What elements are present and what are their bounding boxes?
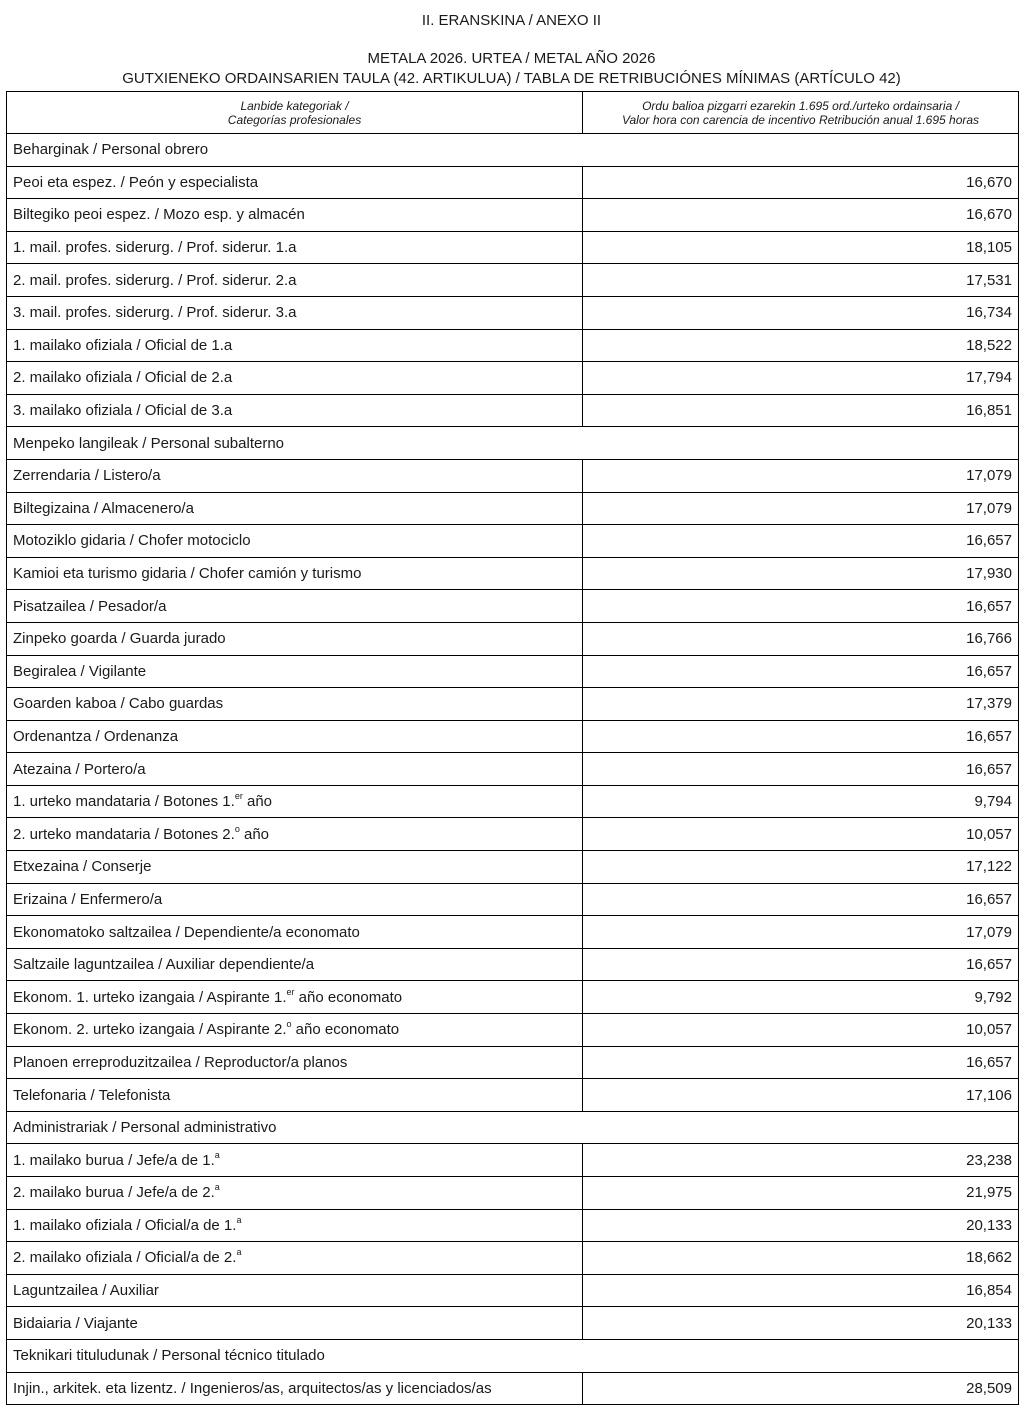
category-cell bbox=[7, 459, 583, 492]
section-label: Administrariak / Personal administrativo bbox=[7, 1111, 1019, 1144]
hourly-value-cell: 16,734 bbox=[583, 296, 1019, 329]
hourly-value-cell: 18,105 bbox=[583, 231, 1019, 264]
hourly-value-cell: 21,975 bbox=[583, 1177, 1019, 1210]
category-label: 1. mail. profes. siderurg. / Prof. siderur. 1.a bbox=[13, 239, 297, 257]
hourly-value-cell: 16,657 bbox=[583, 655, 1019, 688]
category-label: Ekonomatoko saltzailea / Dependiente/a economato bbox=[13, 923, 360, 941]
annex-heading: II. ERANSKINA / ANEXO II bbox=[421, 12, 602, 29]
table-row bbox=[7, 1372, 1019, 1405]
value-column-header bbox=[583, 92, 1019, 134]
table-row bbox=[7, 362, 1019, 395]
category-cell bbox=[7, 394, 583, 427]
category-label: Ekonom. 2. urteko izangaia / Aspirante 2. bbox=[13, 1021, 287, 1039]
category-cell bbox=[7, 622, 583, 655]
category-label: Erizaina / Enfermero/a bbox=[13, 890, 163, 908]
category-label: Zerrendaria / Listero/a bbox=[13, 467, 161, 485]
hourly-value-cell: 18,522 bbox=[583, 329, 1019, 362]
hourly-value-cell: 16,657 bbox=[583, 720, 1019, 753]
hourly-value-cell: 17,079 bbox=[583, 916, 1019, 949]
category-cell bbox=[7, 688, 583, 721]
hourly-value-cell: 16,766 bbox=[583, 622, 1019, 655]
category-cell bbox=[7, 1209, 583, 1242]
table-row bbox=[7, 883, 1019, 916]
table-row bbox=[7, 1046, 1019, 1079]
category-cell bbox=[7, 296, 583, 329]
category-cell bbox=[7, 981, 583, 1014]
ordinal-superscript: a bbox=[214, 1149, 220, 1160]
table-row bbox=[7, 851, 1019, 884]
hourly-value-cell: 23,238 bbox=[583, 1144, 1019, 1177]
table-row bbox=[7, 916, 1019, 949]
table-body bbox=[7, 134, 1019, 1405]
category-label: 1. urteko mandataria / Botones 1. bbox=[13, 793, 235, 811]
hourly-value-cell: 28,509 bbox=[583, 1372, 1019, 1405]
hourly-value-cell: 17,079 bbox=[583, 492, 1019, 525]
category-label: Saltzaile laguntzailea / Auxiliar dependiente/a bbox=[13, 956, 315, 974]
category-label: 1. mailako burua / Jefe/a de 1. bbox=[13, 1151, 215, 1169]
hourly-value-cell: 9,792 bbox=[583, 981, 1019, 1014]
table-row bbox=[7, 590, 1019, 623]
category-header-line1: Lanbide kategoriak / bbox=[240, 98, 349, 113]
ordinal-superscript: o bbox=[234, 823, 240, 834]
table-row bbox=[7, 264, 1019, 297]
category-cell bbox=[7, 166, 583, 199]
table-row bbox=[7, 1144, 1019, 1177]
hourly-value-cell: 17,079 bbox=[583, 459, 1019, 492]
category-label: Pisatzailea / Pesador/a bbox=[13, 597, 167, 615]
section-row bbox=[7, 427, 1019, 460]
document-title: METALA 2026. URTEA / METAL AÑO 2026 bbox=[367, 50, 656, 67]
category-cell bbox=[7, 655, 583, 688]
category-label: 1. mailako ofiziala / Oficial/a de 1. bbox=[13, 1216, 237, 1234]
hourly-value-cell: 16,670 bbox=[583, 199, 1019, 232]
category-label: 2. mail. profes. siderurg. / Prof. siderur. 2.a bbox=[13, 271, 297, 289]
category-cell bbox=[7, 720, 583, 753]
retribution-table bbox=[6, 91, 1019, 1405]
hourly-value-cell: 18,662 bbox=[583, 1242, 1019, 1275]
hourly-value-cell: 16,657 bbox=[583, 1046, 1019, 1079]
table-row bbox=[7, 199, 1019, 232]
category-label: 2. mailako ofiziala / Oficial/a de 2. bbox=[13, 1249, 237, 1267]
table-row bbox=[7, 1307, 1019, 1340]
category-label-suffix: año economato bbox=[294, 988, 403, 1006]
category-label: Goarden kaboa / Cabo guardas bbox=[13, 695, 224, 713]
hourly-value-cell: 17,794 bbox=[583, 362, 1019, 395]
category-cell bbox=[7, 1177, 583, 1210]
hourly-value-cell: 16,657 bbox=[583, 753, 1019, 786]
category-cell bbox=[7, 557, 583, 590]
table-row bbox=[7, 329, 1019, 362]
category-label: Motoziklo gidaria / Chofer motociclo bbox=[13, 532, 251, 550]
category-cell bbox=[7, 199, 583, 232]
hourly-value-cell: 17,122 bbox=[583, 851, 1019, 884]
category-cell bbox=[7, 362, 583, 395]
category-label: Ekonom. 1. urteko izangaia / Aspirante 1. bbox=[13, 988, 287, 1006]
hourly-value-cell: 16,670 bbox=[583, 166, 1019, 199]
category-cell bbox=[7, 785, 583, 818]
hourly-value-cell: 16,657 bbox=[583, 948, 1019, 981]
table-header-row bbox=[7, 92, 1019, 134]
category-cell bbox=[7, 1079, 583, 1112]
section-row bbox=[7, 1339, 1019, 1372]
category-label: Telefonaria / Telefonista bbox=[13, 1086, 171, 1104]
category-cell bbox=[7, 525, 583, 558]
table-row bbox=[7, 231, 1019, 264]
hourly-value-cell: 10,057 bbox=[583, 818, 1019, 851]
category-label: Injin., arkitek. eta lizentz. / Ingenieros/as, arquitectos/as y licenciados/as bbox=[13, 1379, 492, 1397]
category-label: Bidaiaria / Viajante bbox=[13, 1314, 138, 1332]
category-label-suffix: año bbox=[239, 825, 270, 843]
hourly-value-cell: 17,379 bbox=[583, 688, 1019, 721]
category-label: 3. mail. profes. siderurg. / Prof. siderur. 3.a bbox=[13, 304, 297, 322]
category-label: 3. mailako ofiziala / Oficial de 3.a bbox=[13, 402, 233, 420]
category-label: Begiralea / Vigilante bbox=[13, 662, 147, 680]
category-label: Atezaina / Portero/a bbox=[13, 760, 146, 778]
category-label-suffix: año bbox=[242, 793, 273, 811]
table-row bbox=[7, 166, 1019, 199]
hourly-value-cell: 16,657 bbox=[583, 590, 1019, 623]
table-row bbox=[7, 1014, 1019, 1047]
table-row bbox=[7, 655, 1019, 688]
table-row bbox=[7, 818, 1019, 851]
ordinal-superscript: er bbox=[234, 791, 243, 802]
category-column-header bbox=[7, 92, 583, 134]
hourly-value-cell: 10,057 bbox=[583, 1014, 1019, 1047]
hourly-value-cell: 9,794 bbox=[583, 785, 1019, 818]
section-label: Menpeko langileak / Personal subalterno bbox=[7, 427, 1019, 460]
category-label: 2. mailako burua / Jefe/a de 2. bbox=[13, 1184, 215, 1202]
table-row bbox=[7, 557, 1019, 590]
document-subtitle: GUTXIENEKO ORDAINSARIEN TAULA (42. ARTIKULUA) / TABLA DE RETRIBUCIÓNES MÍNIMAS (ARTÍCULO 42) bbox=[122, 70, 901, 87]
hourly-value-cell: 20,133 bbox=[583, 1209, 1019, 1242]
table-row bbox=[7, 492, 1019, 525]
category-label: 2. urteko mandataria / Botones 2. bbox=[13, 825, 235, 843]
section-label: Teknikari tituludunak / Personal técnico titulado bbox=[7, 1339, 1019, 1372]
category-cell bbox=[7, 264, 583, 297]
category-label: Biltegizaina / Almacenero/a bbox=[13, 499, 194, 517]
hourly-value-cell: 16,851 bbox=[583, 394, 1019, 427]
table-row bbox=[7, 720, 1019, 753]
hourly-value-cell: 17,106 bbox=[583, 1079, 1019, 1112]
category-cell bbox=[7, 753, 583, 786]
table-row bbox=[7, 948, 1019, 981]
category-cell bbox=[7, 851, 583, 884]
category-cell bbox=[7, 590, 583, 623]
category-cell bbox=[7, 1372, 583, 1405]
ordinal-superscript: a bbox=[214, 1182, 220, 1193]
table-row bbox=[7, 1242, 1019, 1275]
category-cell bbox=[7, 1242, 583, 1275]
category-header-line2: Categorías profesionales bbox=[227, 112, 362, 127]
value-header-line2: Valor hora con carencia de incentivo Retribución anual 1.695 horas bbox=[621, 112, 980, 127]
hourly-value-cell: 16,657 bbox=[583, 525, 1019, 558]
category-label: Kamioi eta turismo gidaria / Chofer camión y turismo bbox=[13, 565, 362, 583]
category-label: Etxezaina / Conserje bbox=[13, 858, 152, 876]
hourly-value-cell: 20,133 bbox=[583, 1307, 1019, 1340]
category-cell bbox=[7, 231, 583, 264]
value-header-line1: Ordu balioa pizgarri ezarekin 1.695 ord./urteko ordainsaria / bbox=[642, 98, 959, 113]
hourly-value-cell: 17,531 bbox=[583, 264, 1019, 297]
category-label: 1. mailako ofiziala / Oficial de 1.a bbox=[13, 336, 233, 354]
ordinal-superscript: a bbox=[236, 1214, 242, 1225]
category-cell bbox=[7, 916, 583, 949]
table-row bbox=[7, 1177, 1019, 1210]
table-row bbox=[7, 1079, 1019, 1112]
hourly-value-cell: 16,854 bbox=[583, 1274, 1019, 1307]
ordinal-superscript: er bbox=[286, 986, 295, 997]
table-row bbox=[7, 1209, 1019, 1242]
table-row bbox=[7, 981, 1019, 1014]
category-cell bbox=[7, 948, 583, 981]
category-label: 2. mailako ofiziala / Oficial de 2.a bbox=[13, 369, 233, 387]
category-label: Zinpeko goarda / Guarda jurado bbox=[13, 630, 226, 648]
table-row bbox=[7, 394, 1019, 427]
category-cell bbox=[7, 492, 583, 525]
category-label-suffix: año economato bbox=[291, 1021, 400, 1039]
category-cell bbox=[7, 1046, 583, 1079]
category-label: Laguntzailea / Auxiliar bbox=[13, 1282, 159, 1300]
category-cell bbox=[7, 883, 583, 916]
table-row bbox=[7, 622, 1019, 655]
category-label: Biltegiko peoi espez. / Mozo esp. y almacén bbox=[13, 206, 305, 224]
category-cell bbox=[7, 329, 583, 362]
table-row bbox=[7, 296, 1019, 329]
category-cell bbox=[7, 1307, 583, 1340]
table-row bbox=[7, 525, 1019, 558]
category-cell bbox=[7, 1144, 583, 1177]
hourly-value-cell: 17,930 bbox=[583, 557, 1019, 590]
table-row bbox=[7, 785, 1019, 818]
category-cell bbox=[7, 1274, 583, 1307]
table-row bbox=[7, 688, 1019, 721]
ordinal-superscript: a bbox=[236, 1247, 242, 1258]
hourly-value-cell: 16,657 bbox=[583, 883, 1019, 916]
category-label: Planoen erreproduzitzailea / Reproductor/a planos bbox=[13, 1053, 348, 1071]
section-row bbox=[7, 134, 1019, 167]
category-label: Peoi eta espez. / Peón y especialista bbox=[13, 173, 259, 191]
category-label: Ordenantza / Ordenanza bbox=[13, 727, 179, 745]
section-label: Beharginak / Personal obrero bbox=[7, 134, 1019, 167]
table-row bbox=[7, 459, 1019, 492]
category-cell bbox=[7, 1014, 583, 1047]
ordinal-superscript: o bbox=[286, 1019, 292, 1030]
section-row bbox=[7, 1111, 1019, 1144]
table-row bbox=[7, 753, 1019, 786]
table-row bbox=[7, 1274, 1019, 1307]
category-cell bbox=[7, 818, 583, 851]
